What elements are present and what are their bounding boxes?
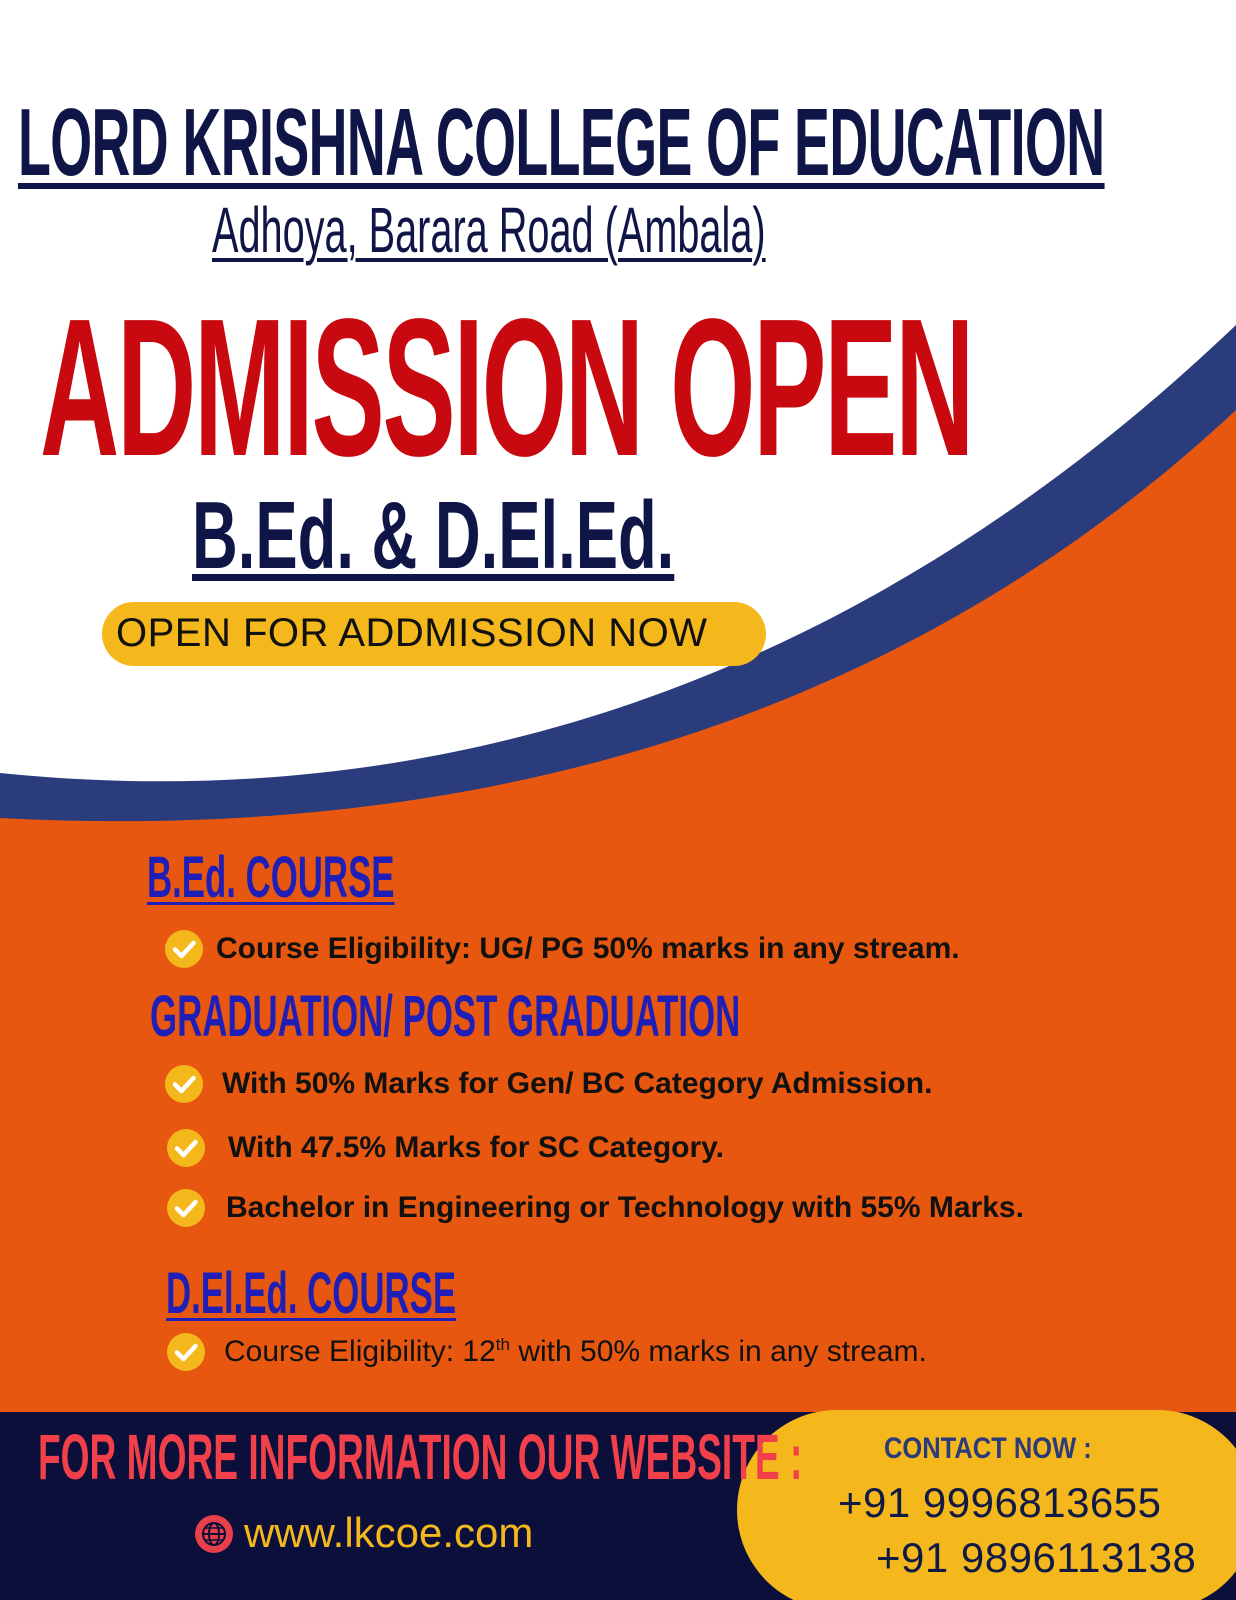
bed-course-heading: B.Ed. COURSE	[147, 845, 395, 910]
graduation-item	[164, 1064, 932, 1104]
contact-label: CONTACT NOW :	[884, 1432, 1092, 1465]
check-circle-icon	[166, 1332, 206, 1372]
college-address: Adhoya, Barara Road (Ambala)	[212, 194, 766, 266]
deled-eligibility-sup: th	[495, 1335, 510, 1354]
check-circle-icon	[164, 929, 204, 969]
graduation-item	[166, 1128, 724, 1168]
globe-icon	[194, 1514, 234, 1554]
phone-number[interactable]: +91 9896113138	[876, 1534, 1197, 1581]
bed-eligibility-item	[164, 929, 960, 969]
graduation-item-text: Bachelor in Engineering or Technology with 55% Marks.	[226, 1191, 1024, 1224]
admission-now-text: OPEN FOR ADDMISSION NOW	[116, 611, 708, 655]
website-link[interactable]: www.lkcoe.com	[244, 1509, 534, 1556]
deled-eligibility-prefix: Course Eligibility: 12	[224, 1335, 496, 1368]
graduation-item-text: With 47.5% Marks for SC Category.	[228, 1131, 724, 1164]
courses-subtitle: B.Ed. & D.El.Ed.	[192, 482, 675, 589]
deled-course-heading: D.El.Ed. COURSE	[166, 1261, 457, 1326]
website-heading: FOR MORE INFORMATION OUR WEBSITE :	[38, 1421, 803, 1493]
deled-eligibility-suffix: with 50% marks in any stream.	[509, 1335, 927, 1368]
deled-eligibility-item	[166, 1332, 927, 1372]
graduation-heading: GRADUATION/ POST GRADUATION	[150, 984, 741, 1049]
phone-number[interactable]: +91 9996813655	[838, 1479, 1162, 1526]
check-circle-icon	[166, 1188, 206, 1228]
graduation-item	[166, 1188, 1024, 1228]
college-name: LORD KRISHNA COLLEGE OF EDUCATION	[18, 89, 1105, 196]
graduation-item-text: With 50% Marks for Gen/ BC Category Admission.	[222, 1067, 933, 1100]
check-circle-icon	[164, 1064, 204, 1104]
deled-eligibility-text	[224, 1335, 927, 1369]
check-circle-icon	[166, 1128, 206, 1168]
bed-eligibility-text: Course Eligibility: UG/ PG 50% marks in any stream.	[216, 932, 960, 965]
admission-open-title: ADMISSION OPEN	[40, 278, 973, 497]
